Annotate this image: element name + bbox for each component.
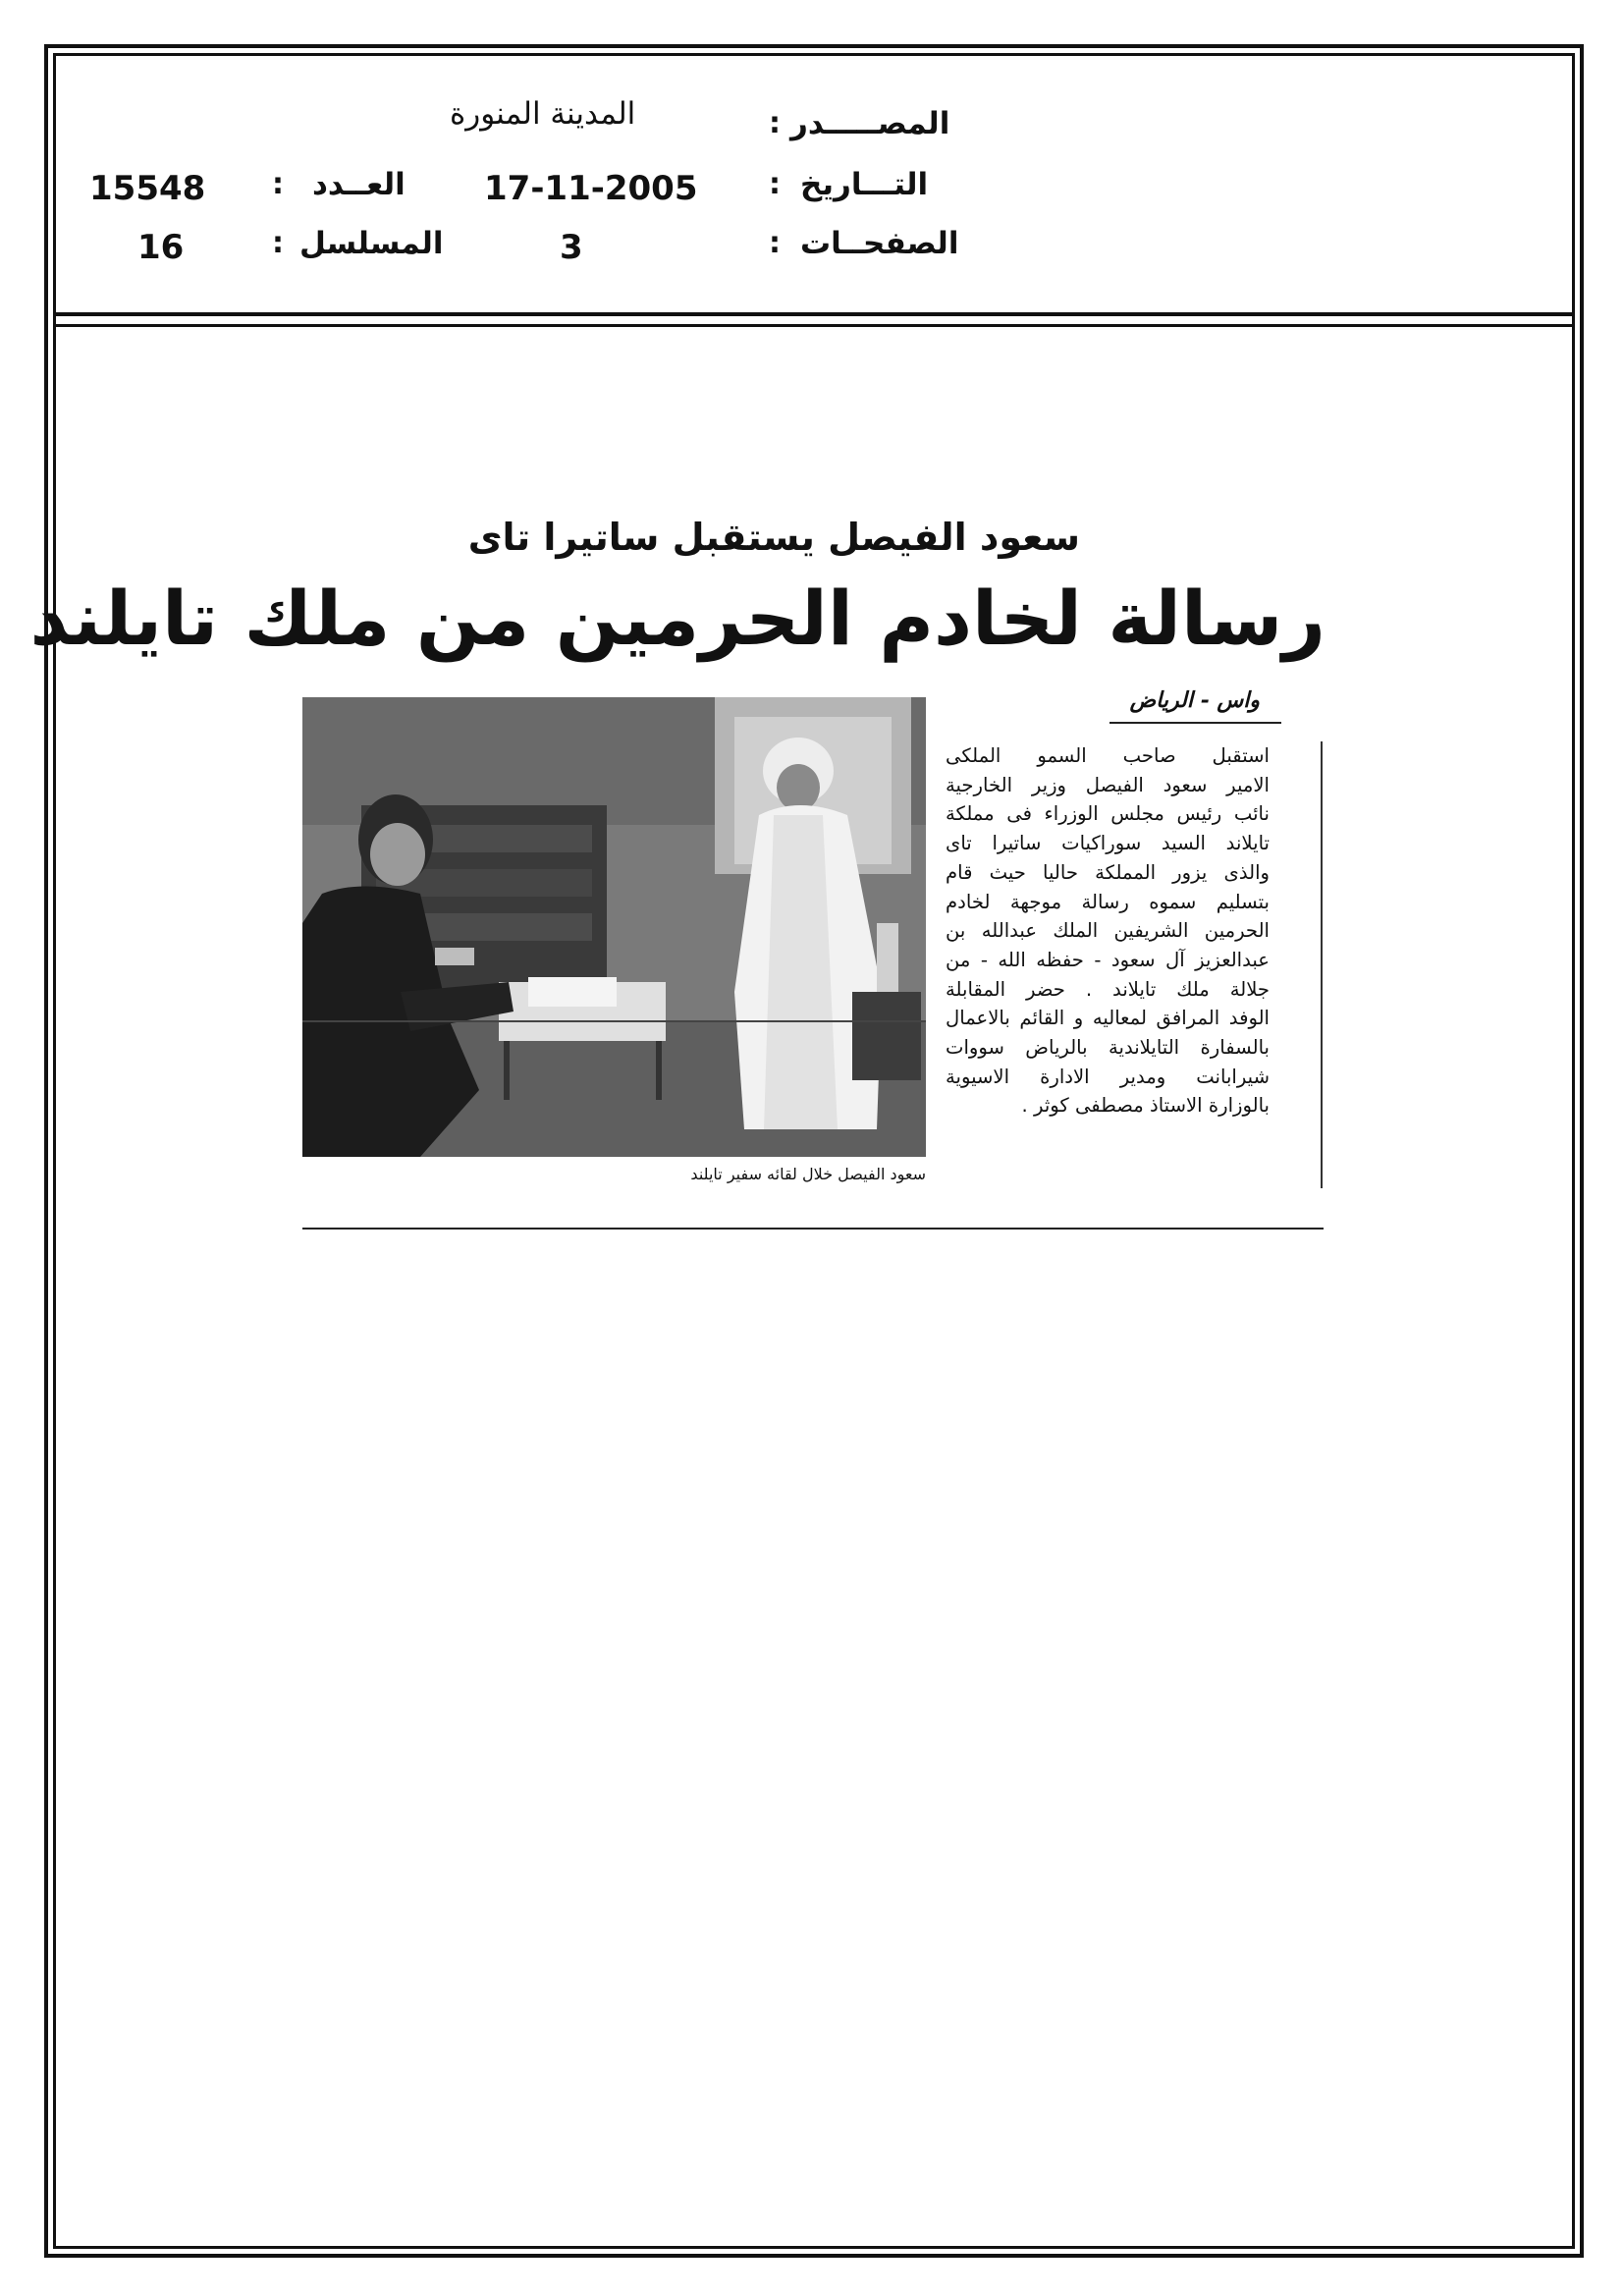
header-divider — [53, 312, 1575, 316]
pages-colon: : — [769, 226, 781, 260]
article-line: نائب رئيس مجلس الوزراء فى مملكة — [946, 802, 1270, 826]
article-photo — [302, 697, 926, 1157]
article-line: عبدالعزيز آل سعود - حفظه الله - من — [946, 948, 1270, 971]
article-line: الوفد المرافق لمعاليه و القائم بالاعمال — [946, 1007, 1270, 1030]
pages-label: الصفحــات — [800, 226, 959, 261]
source-colon: : — [769, 106, 781, 140]
article-line: شيرابانت ومدير الادارة الاسيوية — [946, 1065, 1270, 1088]
serial-label: المسلسل — [299, 226, 444, 261]
serial-value: 16 — [137, 228, 185, 267]
photo-caption: سعود الفيصل خلال لقائه سفير تايلند — [690, 1165, 926, 1183]
article-body — [946, 741, 1270, 1121]
issue-value: 15548 — [89, 169, 206, 208]
article-line: الحرمين الشريفين الملك عبدالله بن — [946, 919, 1270, 943]
article-line: بتسليم سموه رسالة موجهة لخادم — [946, 890, 1270, 913]
source-value: المدينة المنورة — [450, 96, 636, 132]
issue-colon: : — [272, 167, 284, 201]
article-headline: رسالة لخادم الحرمين من ملك تايلند — [29, 574, 1325, 662]
article-line: والذى يزور المملكة حاليا حيث قام — [946, 860, 1270, 884]
article-kicker: سعود الفيصل يستقبل ساتيرا تاى — [467, 516, 1080, 559]
article-line: استقبل صاحب السمو الملكى — [946, 744, 1270, 767]
article-line: تايلاند السيد سوراكيات ساتيرا تاى — [946, 832, 1270, 855]
serial-colon: : — [272, 226, 284, 260]
article-bottom-rule — [302, 1228, 1324, 1230]
date-value: 17-11-2005 — [484, 169, 698, 208]
column-rule — [1321, 741, 1323, 1188]
article-line: الامير سعود الفيصل وزير الخارجية — [946, 773, 1270, 796]
date-colon: : — [769, 167, 781, 201]
issue-label: العــدد — [312, 167, 406, 202]
article-byline: واس - الرياض — [1129, 687, 1260, 713]
article-line: بالسفارة التايلاندية بالرياض سووات — [946, 1036, 1270, 1060]
byline-underline — [1109, 722, 1281, 724]
date-label: التـــاريخ — [800, 167, 929, 202]
article-line: بالوزارة الاستاذ مصطفى كوثر . — [1021, 1094, 1270, 1118]
header-divider-double — [53, 324, 1575, 327]
article-line: جلالة ملك تايلاند . حضر المقابلة — [946, 977, 1270, 1001]
pages-value: 3 — [560, 228, 583, 267]
source-label: المصـــــدر — [790, 106, 950, 141]
